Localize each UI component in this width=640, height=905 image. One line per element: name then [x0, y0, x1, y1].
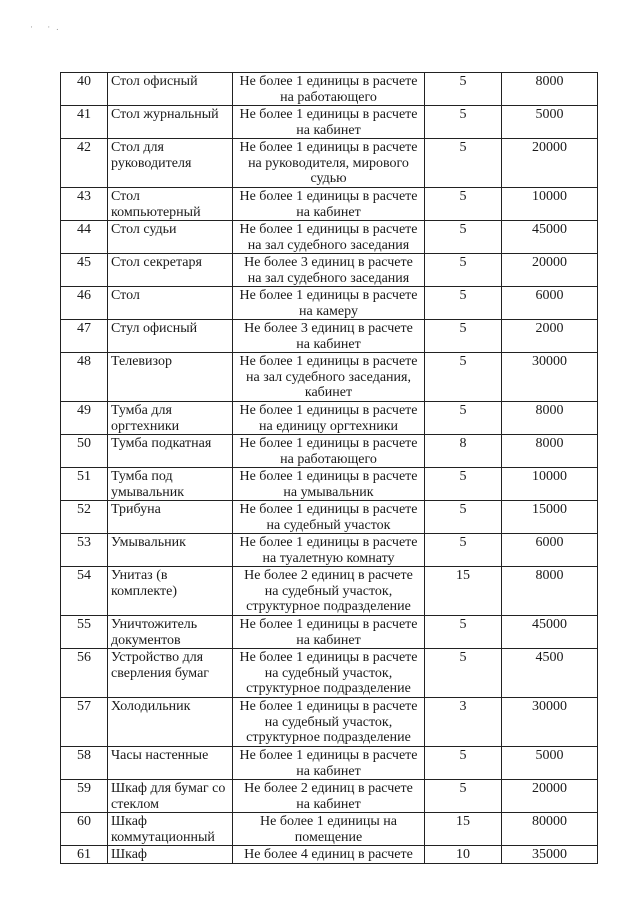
row-number: 59	[61, 780, 108, 813]
item-price: 35000	[502, 846, 598, 864]
table-row	[61, 320, 598, 353]
item-term: 5	[425, 353, 502, 402]
item-name: Уничтожитель документов	[108, 616, 233, 649]
row-number: 40	[61, 73, 108, 106]
row-number: 42	[61, 139, 108, 188]
row-number: 58	[61, 747, 108, 780]
item-term: 5	[425, 780, 502, 813]
table-row	[61, 846, 598, 864]
item-term: 5	[425, 468, 502, 501]
row-number: 49	[61, 402, 108, 435]
item-name: Стол компьютерный	[108, 188, 233, 221]
row-number: 55	[61, 616, 108, 649]
table-row	[61, 468, 598, 501]
table-row	[61, 780, 598, 813]
item-price: 8000	[502, 402, 598, 435]
item-norm: Не более 1 единицы в расчете на работающего	[233, 435, 425, 468]
item-term: 5	[425, 320, 502, 353]
item-term: 15	[425, 567, 502, 616]
item-norm: Не более 4 единиц в расчете	[233, 846, 425, 864]
item-name: Холодильник	[108, 698, 233, 747]
table-row	[61, 534, 598, 567]
item-name: Телевизор	[108, 353, 233, 402]
item-term: 15	[425, 813, 502, 846]
item-norm: Не более 2 единиц в расчете на судебный участок, структурное подразделение	[233, 567, 425, 616]
item-norm: Не более 3 единиц в расчете на кабинет	[233, 320, 425, 353]
row-number: 54	[61, 567, 108, 616]
item-price: 20000	[502, 780, 598, 813]
item-term: 3	[425, 698, 502, 747]
item-price: 10000	[502, 188, 598, 221]
item-norm: Не более 1 единицы в расчете на судебный участок	[233, 501, 425, 534]
item-norm: Не более 3 единиц в расчете на зал судебного заседания	[233, 254, 425, 287]
item-price: 20000	[502, 254, 598, 287]
item-name: Шкаф коммутационный	[108, 813, 233, 846]
item-term: 5	[425, 139, 502, 188]
item-price: 45000	[502, 221, 598, 254]
scan-marks: · ·.	[30, 22, 65, 32]
item-price: 30000	[502, 353, 598, 402]
row-number: 61	[61, 846, 108, 864]
item-norm: Не более 1 единицы в расчете на умывальник	[233, 468, 425, 501]
item-term: 10	[425, 846, 502, 864]
item-name: Стол офисный	[108, 73, 233, 106]
table-body	[61, 73, 598, 864]
item-norm: Не более 1 единицы в расчете на кабинет	[233, 616, 425, 649]
table-row	[61, 353, 598, 402]
item-price: 2000	[502, 320, 598, 353]
item-price: 8000	[502, 73, 598, 106]
item-norm: Не более 1 единицы в расчете на работающего	[233, 73, 425, 106]
item-price: 5000	[502, 747, 598, 780]
table-row	[61, 254, 598, 287]
table-row	[61, 698, 598, 747]
norms-table	[60, 72, 598, 864]
item-name: Стол журнальный	[108, 106, 233, 139]
row-number: 41	[61, 106, 108, 139]
item-name: Стол для руководителя	[108, 139, 233, 188]
item-name: Умывальник	[108, 534, 233, 567]
table-row	[61, 649, 598, 698]
item-name: Шкаф	[108, 846, 233, 864]
item-price: 45000	[502, 616, 598, 649]
row-number: 47	[61, 320, 108, 353]
item-term: 5	[425, 747, 502, 780]
item-norm: Не более 1 единицы на помещение	[233, 813, 425, 846]
item-norm: Не более 1 единицы в расчете на кабинет	[233, 106, 425, 139]
item-term: 5	[425, 534, 502, 567]
item-price: 8000	[502, 567, 598, 616]
item-term: 8	[425, 435, 502, 468]
row-number: 43	[61, 188, 108, 221]
item-name: Часы настенные	[108, 747, 233, 780]
row-number: 60	[61, 813, 108, 846]
item-norm: Не более 1 единицы в расчете на туалетную комнату	[233, 534, 425, 567]
item-norm: Не более 2 единиц в расчете на кабинет	[233, 780, 425, 813]
item-price: 10000	[502, 468, 598, 501]
row-number: 51	[61, 468, 108, 501]
table-row	[61, 567, 598, 616]
item-norm: Не более 1 единицы в расчете на кабинет	[233, 188, 425, 221]
item-price: 20000	[502, 139, 598, 188]
item-name: Стол	[108, 287, 233, 320]
item-term: 5	[425, 287, 502, 320]
row-number: 57	[61, 698, 108, 747]
item-name: Тумба под умывальник	[108, 468, 233, 501]
item-term: 5	[425, 501, 502, 534]
item-norm: Не более 1 единицы в расчете на камеру	[233, 287, 425, 320]
item-price: 8000	[502, 435, 598, 468]
table-row	[61, 106, 598, 139]
item-name: Тумба для оргтехники	[108, 402, 233, 435]
table-row	[61, 813, 598, 846]
table-row	[61, 616, 598, 649]
item-norm: Не более 1 единицы в расчете на судебный участок, структурное подразделение	[233, 698, 425, 747]
item-name: Стол секретаря	[108, 254, 233, 287]
table-row	[61, 501, 598, 534]
item-norm: Не более 1 единицы в расчете на судебный участок, структурное подразделение	[233, 649, 425, 698]
table-row	[61, 139, 598, 188]
item-name: Стол судьи	[108, 221, 233, 254]
item-price: 6000	[502, 534, 598, 567]
item-norm: Не более 1 единицы в расчете на руководителя, мирового судью	[233, 139, 425, 188]
item-price: 4500	[502, 649, 598, 698]
table-row	[61, 435, 598, 468]
item-price: 6000	[502, 287, 598, 320]
table-row	[61, 747, 598, 780]
item-norm: Не более 1 единицы в расчете на зал судебного заседания, кабинет	[233, 353, 425, 402]
table-row	[61, 73, 598, 106]
row-number: 53	[61, 534, 108, 567]
item-price: 30000	[502, 698, 598, 747]
item-price: 5000	[502, 106, 598, 139]
item-term: 5	[425, 254, 502, 287]
row-number: 44	[61, 221, 108, 254]
row-number: 50	[61, 435, 108, 468]
row-number: 48	[61, 353, 108, 402]
item-term: 5	[425, 73, 502, 106]
item-term: 5	[425, 649, 502, 698]
table-row	[61, 287, 598, 320]
item-norm: Не более 1 единицы в расчете на кабинет	[233, 747, 425, 780]
item-name: Тумба подкатная	[108, 435, 233, 468]
row-number: 46	[61, 287, 108, 320]
item-name: Трибуна	[108, 501, 233, 534]
table-row	[61, 188, 598, 221]
item-term: 5	[425, 402, 502, 435]
item-price: 15000	[502, 501, 598, 534]
item-name: Стул офисный	[108, 320, 233, 353]
item-norm: Не более 1 единицы в расчете на зал судебного заседания	[233, 221, 425, 254]
row-number: 56	[61, 649, 108, 698]
table-row	[61, 402, 598, 435]
item-term: 5	[425, 106, 502, 139]
item-name: Унитаз (в комплекте)	[108, 567, 233, 616]
item-name: Шкаф для бумаг со стеклом	[108, 780, 233, 813]
item-price: 80000	[502, 813, 598, 846]
item-term: 5	[425, 188, 502, 221]
item-term: 5	[425, 221, 502, 254]
table-row	[61, 221, 598, 254]
item-name: Устройство для сверления бумаг	[108, 649, 233, 698]
row-number: 45	[61, 254, 108, 287]
row-number: 52	[61, 501, 108, 534]
item-term: 5	[425, 616, 502, 649]
item-norm: Не более 1 единицы в расчете на единицу оргтехники	[233, 402, 425, 435]
